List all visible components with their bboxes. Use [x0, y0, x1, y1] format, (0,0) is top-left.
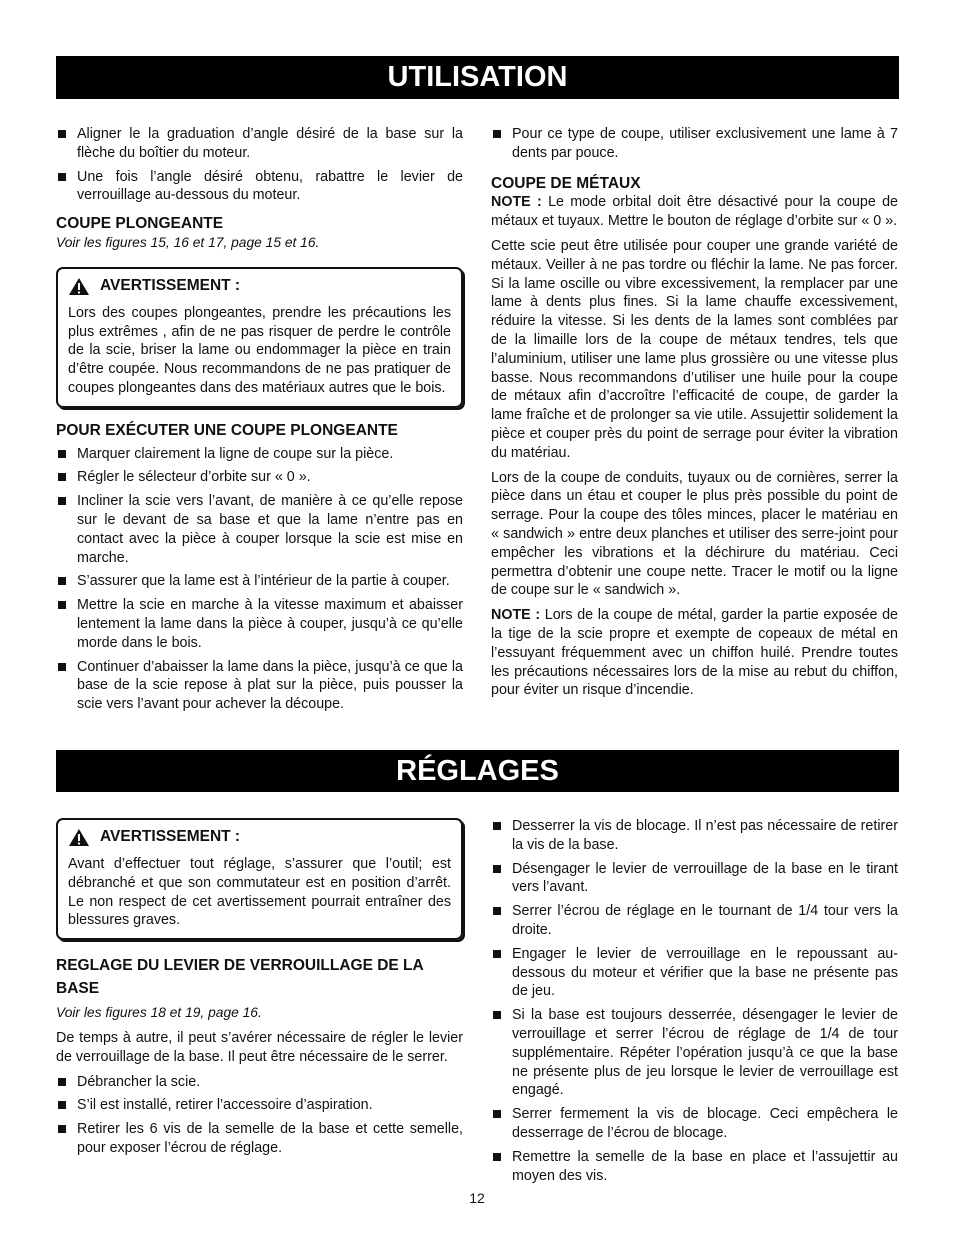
reglages-right-column — [491, 817, 898, 1191]
list-item: Aligner le la graduation d’angle désiré de la base sur la flèche du boîtier du moteur. — [56, 125, 463, 163]
note-label: NOTE : — [491, 194, 542, 211]
list-item: Mettre la scie en marche à la vitesse maximum et abaisser lentement la lame dans la pièce à couper, jusqu’à ce qu’elle morde dans le bois. — [56, 596, 463, 652]
warning-title: AVERTISSEMENT : — [100, 276, 241, 294]
warning-box — [56, 818, 463, 940]
figure-reference: Voir les figures 15, 16 et 17, page 15 et 16. — [56, 234, 320, 250]
utilisation-right-column — [491, 125, 898, 706]
list-item: Remettre la semelle de la base en place et l’assujettir au moyen des vis. — [491, 1148, 898, 1186]
base-lock-bullets — [56, 1073, 463, 1158]
list-item: Marquer clairement la ligne de coupe sur la pièce. — [56, 445, 463, 464]
warning-triangle-icon — [68, 828, 90, 847]
base-lock-intro: De temps à autre, il peut s’avérer nécessaire de régler le levier de verrouillage de la base. Il peut être nécessaire de le serrer. — [56, 1029, 463, 1065]
list-item: S’il est installé, retirer l’accessoire d’aspiration. — [56, 1096, 463, 1115]
procedure-bullets — [56, 445, 463, 714]
figure-reference: Voir les figures 18 et 19, page 16. — [56, 1005, 262, 1021]
metal-paragraph-1: Cette scie peut être utilisée pour couper une grande variété de métaux. Veiller à ne pas tordre ou fléchir la lame. Ne pas forcer. Si la lame oscille ou vibre excessivement, la remplacer par une lame à dents plus fines. Si la lame chauffe excessivement, réduire la vitesse. Si les dents de la lames sont comblées par de la limaille lors de la coupe de métaux tendres, tels que l’aluminium, utiliser une lame plus grossière ou une vitesse plus basse. Nous recommandons d’utiliser une huile pour la coupe de métaux afin d’accroître l’efficacité de coupe, de garder la lame fraîche et de prolonger sa vie utile. Assujettir solidement la pièce et couper près du point de serrage pour éviter la vibration du matériau. — [491, 237, 898, 461]
note-metal: NOTE : Lors de la coupe de métal, garder la partie exposée de la tige de la scie propre et exempte de copeaux de métal en l’essuyant fréquemment avec un chiffon huilé. Prendre toutes les précautions nécessaires lors de la mise au rebut du chiffon, pour éviter un risque d’incendie. — [491, 607, 898, 699]
note-label: NOTE : — [491, 607, 541, 624]
heading-base-lock: REGLAGE DU LEVIER DE VERROUILLAGE DE LA BASE — [56, 957, 424, 998]
reglages-left-column — [56, 818, 463, 1164]
heading-plunge-cut: COUPE PLONGEANTE — [56, 215, 224, 233]
warning-title: AVERTISSEMENT : — [100, 828, 241, 846]
list-item: Serrer fermement la vis de blocage. Ceci empêchera le desserrage de l’écrou de blocage. — [491, 1105, 898, 1143]
warning-triangle-icon — [68, 277, 90, 296]
list-item: Une fois l’angle désiré obtenu, rabattre le levier de verrouillage au-dessous du moteur. — [56, 168, 463, 206]
utilisation-left-column — [56, 125, 463, 720]
adjustment-bullets — [491, 817, 898, 1185]
list-item: Continuer d’abaisser la lame dans la pièce, jusqu’à ce que la base de la scie repose à plat sur la pièce, puis pousser la scie vers l’avant pour achever la découpe. — [56, 658, 463, 714]
metal-paragraph-2: Lors de la coupe de conduits, tuyaux ou de cornières, serrer la pièce dans un étau et couper le plus près possible du point de serrage. Pour la coupe des tôles minces, placer le matériau en « sandwich » entre deux planches et utiliser des serre-joint pour empêcher les vibrations et la déchirure du matériau. Ceci permettra d’obtenir une coupe nette. Tracer le motif ou la ligne de coupe sur le « sandwich ». — [491, 469, 898, 599]
list-item: Serrer l’écrou de réglage en le tournant de 1/4 tour vers la droite. — [491, 902, 898, 940]
list-item: Incliner la scie vers l’avant, de manière à ce qu’elle repose sur le devant de sa base et que la lame n’entre pas en contact avec la pièce à couper lorsque la scie est mise en marche. — [56, 492, 463, 567]
warning-box — [56, 267, 463, 408]
warning-text: Avant d’effectuer tout réglage, s’assurer que l’outil; est débranché et que son commutateur est en position d’arrêt. Le non respect de cet avertissement pourrait entraîner des blessures graves. — [68, 856, 451, 929]
angle-bullets — [56, 125, 463, 205]
list-item: Retirer les 6 vis de la semelle de la base et cette semelle, pour exposer l’écrou de réglage. — [56, 1120, 463, 1158]
list-item: Si la base est toujours desserrée, désengager le levier de verrouillage et serrer l’écrou de réglage de 1/4 de tour supplémentaire. Répéter l’opération jusqu’à ce que la base ne présente plus de jeu lorsque le levier de verrouillage est engagé. — [491, 1006, 898, 1100]
section-title-reglages: RÉGLAGES — [56, 750, 899, 792]
list-item: Désengager le levier de verrouillage de la base en le tirant vers l’avant. — [491, 860, 898, 898]
blade-bullets — [491, 125, 898, 163]
list-item: Pour ce type de coupe, utiliser exclusivement une lame à 7 dents par pouce. — [491, 125, 898, 163]
list-item: Régler le sélecteur d’orbite sur « 0 ». — [56, 468, 463, 487]
warning-text: Lors des coupes plongeantes, prendre les précautions les plus extrêmes , afin de ne pas risquer de perdre le contrôle de la scie, briser la lame ou endommager la pièce en train d’être coupée. Nous recommandons de ne pas pratiquer de coupes plongeantes dans des matériaux autres que le bois. — [68, 304, 451, 396]
list-item: Engager le levier de verrouillage en le repoussant au-dessous du moteur et vérifier que la base ne présente pas de jeu. — [491, 945, 898, 1001]
list-item: Desserrer la vis de blocage. Il n’est pas nécessaire de retirer la vis de la base. — [491, 817, 898, 855]
heading-plunge-procedure: POUR EXÉCUTER UNE COUPE PLONGEANTE — [56, 421, 398, 439]
list-item: Débrancher la scie. — [56, 1073, 463, 1092]
note-orbital: NOTE : Le mode orbital doit être désactivé pour la coupe de métaux et tuyaux. Mettre le bouton de réglage d’orbite sur « 0 ». — [491, 194, 899, 230]
section-title-utilisation: UTILISATION — [56, 56, 899, 99]
list-item: S’assurer que la lame est à l’intérieur de la partie à couper. — [56, 572, 463, 591]
page-number: 12 — [469, 1190, 485, 1206]
heading-metal-cutting: COUPE DE MÉTAUX — [491, 174, 641, 192]
